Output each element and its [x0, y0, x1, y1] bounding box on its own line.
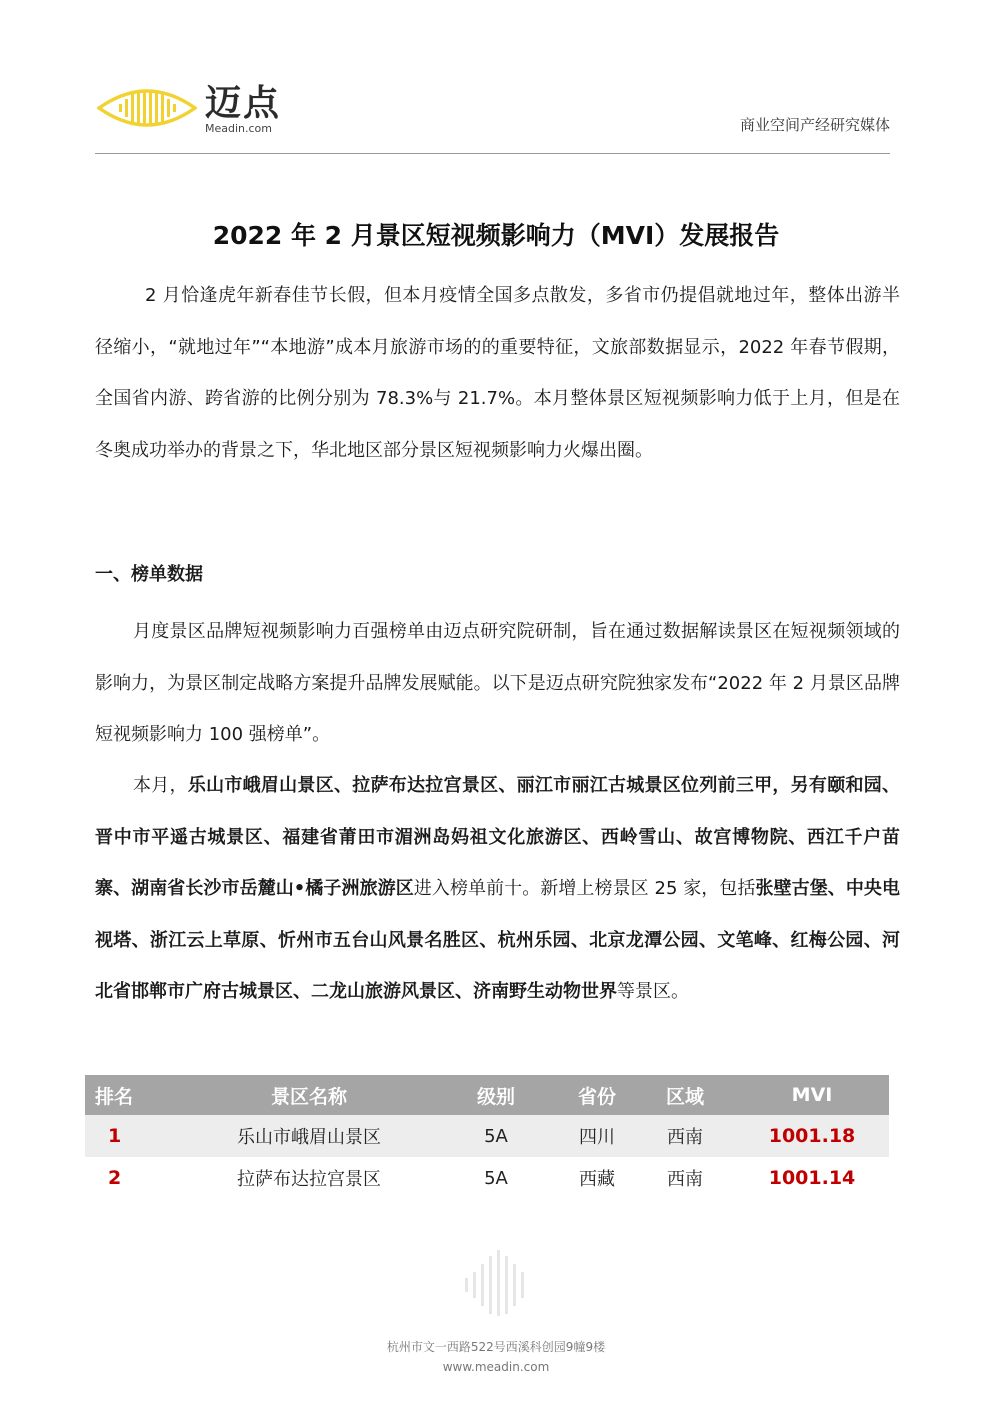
section-paragraph-1: 月度景区品牌短视频影响力百强榜单由迈点研究院研制，旨在通过数据解读景区在短视频领域的影响力，为景区制定战略方案提升品牌发展赋能。以下是迈点研究院独家发布“2022 年 2 月景区品牌短视频影响力 100 强榜单”。	[95, 621, 900, 745]
column-header-province: 省份	[559, 1075, 635, 1115]
level-cell: 5A	[433, 1115, 559, 1157]
footer-watermark-icon	[463, 1248, 529, 1318]
name-cell: 拉萨布达拉宫景区	[237, 1169, 381, 1190]
p2-lead: 本月，	[133, 775, 188, 796]
region-cell: 西南	[635, 1115, 735, 1157]
mvi-cell: 1001.18	[735, 1115, 889, 1157]
header-divider	[95, 153, 890, 154]
column-header-rank: 排名	[85, 1075, 185, 1115]
column-header-mvi: MVI	[735, 1075, 889, 1115]
brand-domain: Meadin.com	[205, 122, 272, 135]
p2-middle: 进入榜单前十。新增上榜景区 25 家，包括	[413, 878, 756, 899]
name-cell: 乐山市峨眉山景区	[185, 1115, 433, 1157]
p2-tail: 等景区。	[617, 981, 689, 1002]
top-three-list: 乐山市峨眉山景区、拉萨布达拉宫景区、丽江市丽江古城景区位列前三甲，另有颐和园、晋中市平遥古城景区、福建省莆田市湄洲岛妈祖文化旅游区、西岭雪山、故宫博物院、西江千户苗寨、湖南省长沙市岳麓山•橘子洲旅游区	[95, 775, 901, 899]
rank-cell: 1	[85, 1115, 185, 1157]
brand-name: 迈点	[205, 83, 282, 124]
rank-cell: 2	[108, 1167, 122, 1189]
header-tagline: 商业空间产经研究媒体	[739, 116, 890, 134]
page-header	[95, 82, 890, 154]
brand	[205, 84, 281, 135]
province-cell: 西藏	[579, 1169, 615, 1190]
new-entries-list: 张壁古堡、中央电视塔、浙江云上草原、忻州市五台山风景名胜区、杭州乐园、北京龙潭公园、文笔峰、红梅公园、河北省邯郸市广府古城景区、二龙山旅游风景区、济南野生动物世界	[95, 878, 900, 1002]
footer-url: www.meadin.com	[442, 1360, 550, 1374]
mvi-cell: 1001.14	[768, 1167, 856, 1189]
report-title: 2022 年 2 月景区短视频影响力（MVI）发展报告	[212, 221, 780, 250]
column-header-name: 景区名称	[185, 1075, 433, 1115]
column-header-level: 级别	[433, 1075, 559, 1115]
footer-address: 杭州市文一西路522号西溪科创园9幢9楼	[386, 1340, 606, 1354]
level-cell: 5A	[484, 1167, 508, 1189]
table-row	[85, 1115, 889, 1157]
ranking-table	[85, 1075, 889, 1199]
province-cell: 四川	[559, 1115, 635, 1157]
meadin-logo-icon	[97, 82, 197, 134]
table-header-row	[85, 1075, 889, 1115]
section-heading: 一、榜单数据	[95, 564, 203, 585]
column-header-region: 区域	[635, 1075, 735, 1115]
section-paragraph-2	[95, 760, 900, 1018]
intro-paragraph: 2 月恰逢虎年新春佳节长假，但本月疫情全国多点散发，多省市仍提倡就地过年，整体出游半径缩小，“就地过年”“本地游”成本月旅游市场的的重要特征，文旅部数据显示，2022 年春节假期，全国省内游、跨省游的比例分别为 78.3%与 21.7%。本月整体景区短视频影响力低于上月，但是在冬奥成功举办的背景之下，华北地区部分景区短视频影响力火爆出圈。	[95, 285, 900, 461]
table-row	[85, 1157, 889, 1199]
region-cell: 西南	[667, 1169, 703, 1190]
